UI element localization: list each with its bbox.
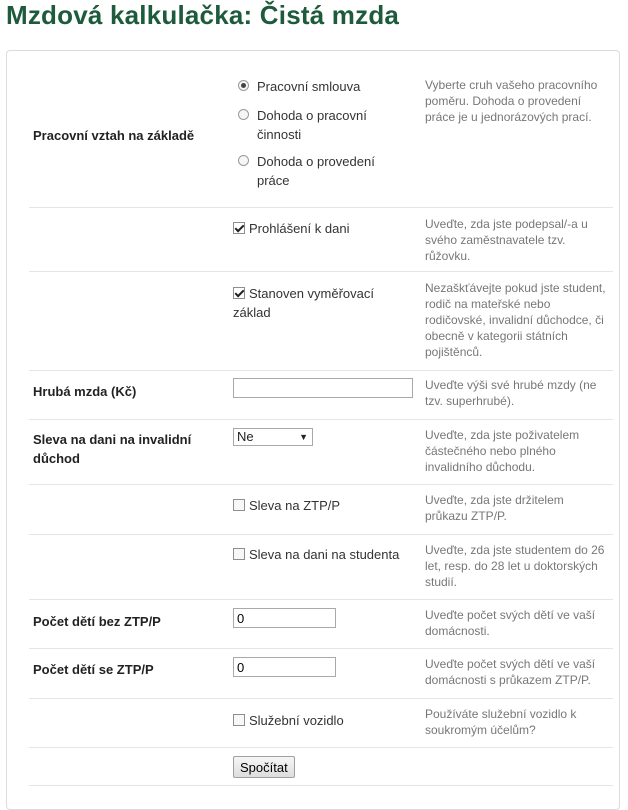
tax-declaration-hint: Uveďte, zda jste podepsal/-a u svého zaměstnavatele tzv. růžovku. bbox=[425, 217, 588, 263]
children-ztpp-input[interactable] bbox=[233, 657, 336, 677]
employment-label: Pracovní vztah na základě bbox=[33, 128, 195, 143]
radio-label: Dohoda o pracovní činnosti bbox=[257, 108, 367, 142]
children-no-ztpp-label: Počet dětí bez ZTP/P bbox=[33, 614, 161, 629]
gross-salary-label: Hrubá mzda (Kč) bbox=[33, 384, 137, 399]
ztpp-discount-checkbox[interactable] bbox=[233, 496, 403, 515]
children-ztpp-hint: Uveďte počet svých dětí ve vaší domácnosti s průkazem ZTP/P. bbox=[425, 657, 596, 687]
employment-hint: Vyberte cruh vašeho pracovního poměru. Dohoda o provedení práce je u jednorázových prací. bbox=[425, 78, 598, 124]
row-employment bbox=[29, 51, 613, 208]
radio-dohoda-pracovni-cinnost[interactable] bbox=[257, 106, 377, 144]
row-assessment-base bbox=[29, 271, 613, 371]
checkbox-label: Sleva na dani na studenta bbox=[249, 547, 400, 562]
company-car-hint: Používáte služební vozidlo k soukromým účelům? bbox=[425, 707, 577, 737]
row-submit bbox=[29, 747, 613, 786]
children-no-ztpp-hint: Uveďte počet svých dětí ve vaší domácnosti. bbox=[425, 608, 596, 638]
ztpp-discount-hint: Uveďte, zda jste držitelem průkazu ZTP/P. bbox=[425, 493, 564, 523]
checkbox-label: Sleva na ZTP/P bbox=[249, 498, 341, 513]
checkbox-label: Stanoven vyměřovací základ bbox=[233, 286, 375, 320]
children-ztpp-label: Počet dětí se ZTP/P bbox=[33, 662, 154, 677]
radio-label: Pracovní smlouva bbox=[257, 79, 361, 94]
gross-salary-hint: Uveďte výši své hrubé mzdy (ne tzv. superhrubé). bbox=[425, 378, 597, 408]
dropdown-arrow-icon: ▼ bbox=[299, 432, 308, 442]
assessment-base-checkbox[interactable] bbox=[233, 284, 393, 322]
radio-dohoda-provedeni-prace[interactable] bbox=[257, 152, 377, 190]
page-title: Mzdová kalkulačka: Čistá mzda bbox=[6, 0, 400, 30]
row-gross-salary bbox=[29, 370, 613, 420]
calculate-button[interactable]: Spočítat bbox=[233, 756, 295, 778]
checkbox-label: Prohlášení k dani bbox=[249, 221, 350, 236]
row-children-no-ztpp bbox=[29, 599, 613, 649]
checkbox-checked-icon[interactable] bbox=[233, 222, 245, 234]
radio-selected-icon[interactable] bbox=[238, 80, 249, 91]
checkbox-checked-icon[interactable] bbox=[233, 287, 245, 299]
radio-unselected-icon[interactable] bbox=[238, 109, 249, 120]
disability-discount-select[interactable] bbox=[233, 428, 313, 446]
disability-discount-hint: Uveďte, zda jste poživatelem částečného nebo plného invalidního důchodu. bbox=[425, 428, 580, 474]
assessment-base-hint: Nezaškťávejte pokud jste student, rodič na mateřské nebo rodičovské, invalidní důchodce, či obecně v kategorii státních pojištěnců. bbox=[425, 281, 606, 359]
checkbox-unchecked-icon[interactable] bbox=[233, 499, 245, 511]
checkbox-unchecked-icon[interactable] bbox=[233, 714, 245, 726]
row-student-discount bbox=[29, 534, 613, 600]
student-discount-checkbox[interactable] bbox=[233, 545, 418, 564]
tax-declaration-checkbox[interactable] bbox=[233, 219, 403, 238]
checkbox-label: Služební vozidlo bbox=[249, 713, 344, 728]
row-ztpp-discount bbox=[29, 484, 613, 535]
student-discount-hint: Uveďte, zda jste studentem do 26 let, resp. do 28 let u doktorských studií. bbox=[425, 543, 605, 589]
row-children-ztpp bbox=[29, 648, 613, 699]
checkbox-unchecked-icon[interactable] bbox=[233, 548, 245, 560]
select-value: Ne bbox=[237, 429, 254, 444]
disability-discount-label: Sleva na dani na invalidní důchod bbox=[33, 432, 192, 466]
company-car-checkbox[interactable] bbox=[233, 711, 403, 730]
row-tax-declaration bbox=[29, 207, 613, 272]
calculator-form bbox=[6, 50, 620, 810]
gross-salary-input[interactable] bbox=[233, 378, 413, 398]
row-company-car bbox=[29, 698, 613, 748]
row-disability-discount bbox=[29, 419, 613, 485]
radio-unselected-icon[interactable] bbox=[238, 155, 249, 166]
radio-label: Dohoda o provedení práce bbox=[257, 154, 375, 188]
children-no-ztpp-input[interactable] bbox=[233, 608, 336, 628]
radio-pracovni-smlouva[interactable] bbox=[257, 77, 407, 96]
